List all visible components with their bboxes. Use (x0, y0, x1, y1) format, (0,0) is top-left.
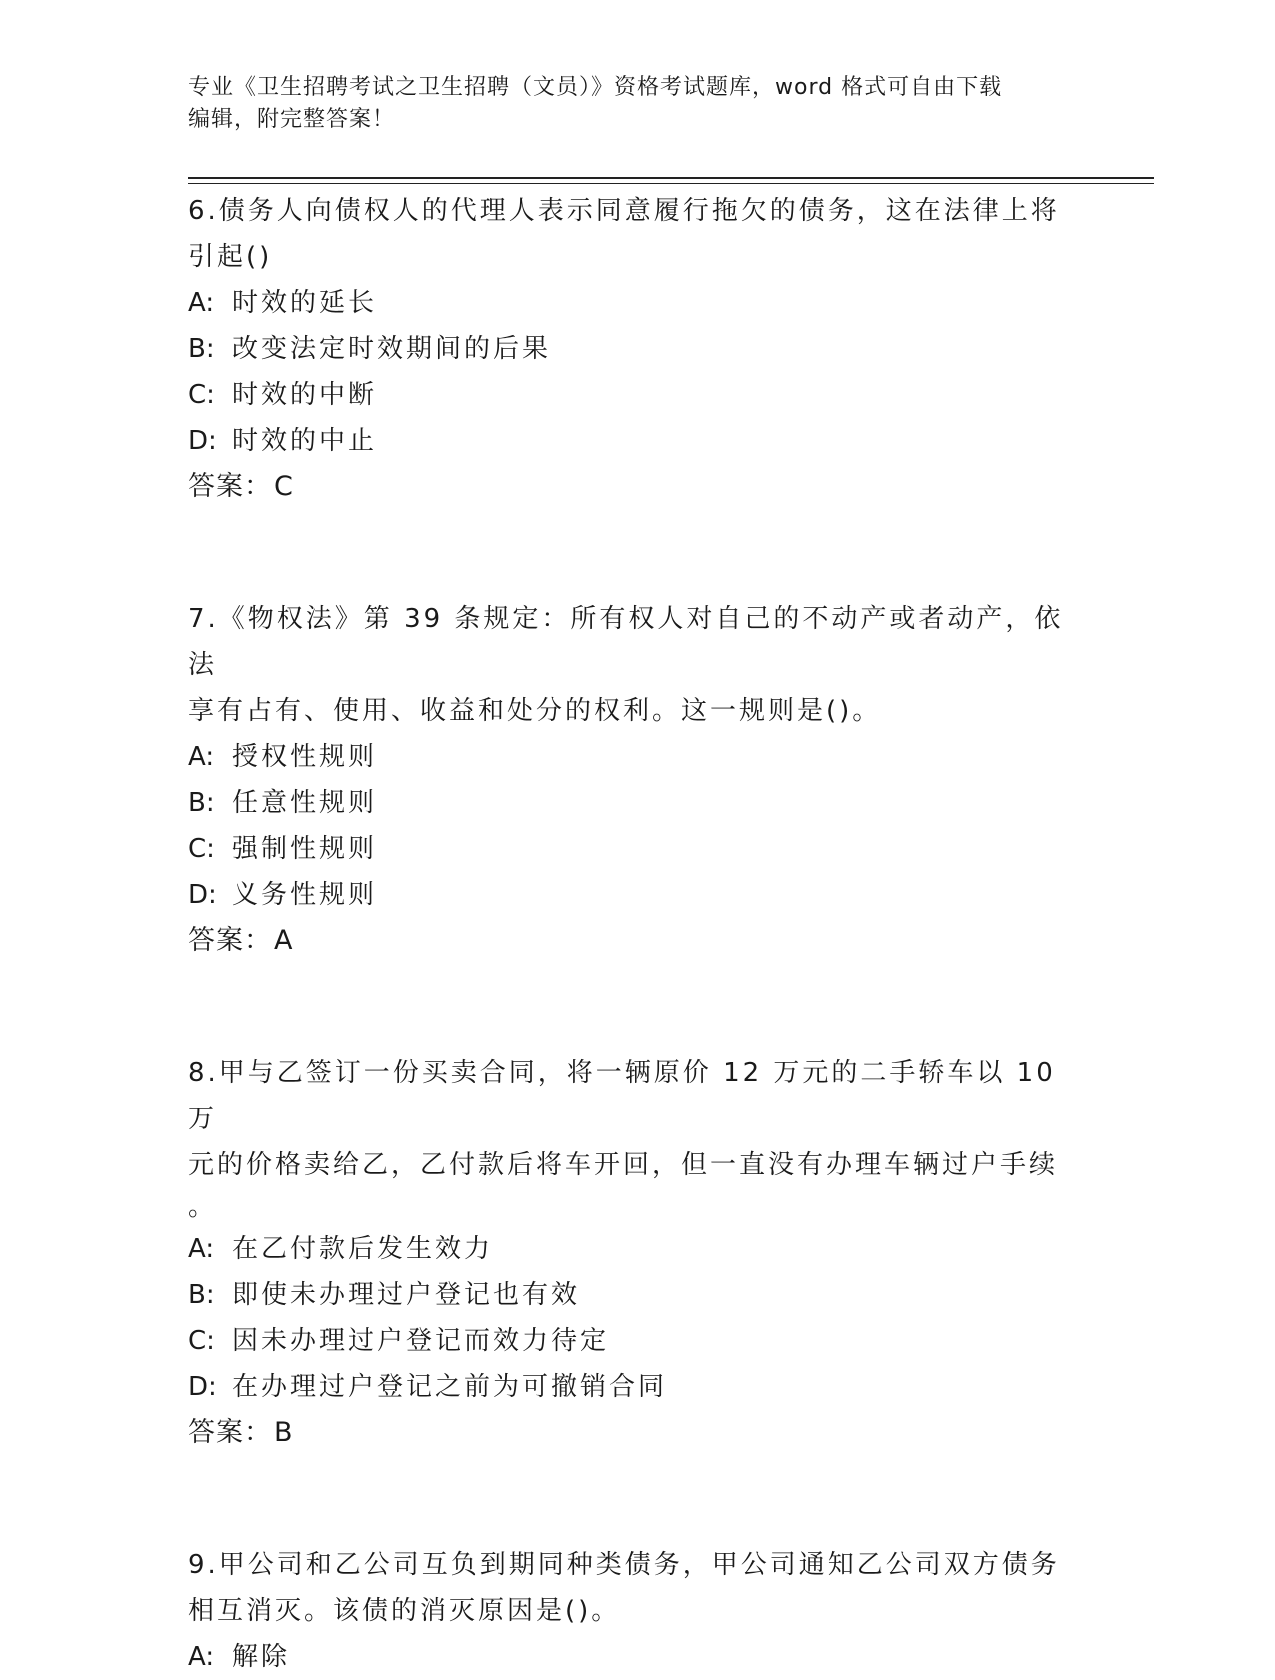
option-letter: A: (188, 1642, 215, 1672)
header-divider-thick (188, 177, 1154, 179)
option-letter: A: (188, 288, 215, 318)
answer-value: B (274, 1417, 294, 1448)
header-line-2: 编辑，附完整答案！ (188, 107, 396, 132)
option-text: 授权性规则 (232, 742, 378, 772)
header-divider-thin (188, 183, 1154, 184)
answer-line (188, 464, 1088, 510)
answer-label: 答案： (188, 1417, 272, 1448)
answer-value: A (274, 925, 294, 956)
option-c (188, 1318, 1088, 1364)
question-7 (188, 596, 1088, 964)
option-a (188, 734, 1088, 780)
option-b (188, 780, 1088, 826)
option-d (188, 872, 1088, 918)
option-letter: C: (188, 380, 215, 410)
header-line-1: 专业《卫生招聘考试之卫生招聘（文员）》资格考试题库，word 格式可自由下载 (188, 75, 1003, 100)
option-text: 改变法定时效期间的后果 (232, 334, 552, 364)
option-text: 在乙付款后发生效力 (232, 1234, 494, 1264)
option-c (188, 372, 1088, 418)
question-stem-line: 9.甲公司和乙公司互负到期同种类债务，甲公司通知乙公司双方债务 (188, 1550, 1060, 1580)
option-text: 义务性规则 (232, 880, 378, 910)
answer-value: C (274, 471, 294, 502)
question-stem-line: 8.甲与乙签订一份买卖合同，将一辆原价 12 万元的二手轿车以 10 万 (188, 1058, 1056, 1134)
answer-label: 答案： (188, 925, 272, 956)
option-d (188, 1364, 1088, 1410)
option-letter: A: (188, 1234, 215, 1264)
option-letter: D: (188, 1372, 217, 1402)
question-stem-line: 元的价格卖给乙，乙付款后将车开回，但一直没有办理车辆过户手续 (188, 1150, 1059, 1180)
question-stem-line: 相互消灭。该债的消灭原因是()。 (188, 1596, 621, 1626)
option-a (188, 1226, 1088, 1272)
answer-label: 答案： (188, 471, 272, 502)
option-b (188, 326, 1088, 372)
question-stem-line: 享有占有、使用、收益和处分的权利。这一规则是()。 (188, 696, 882, 726)
option-letter: B: (188, 334, 215, 364)
option-a (188, 280, 1088, 326)
option-text: 时效的中止 (232, 426, 378, 456)
answer-line (188, 1410, 1088, 1456)
option-letter: C: (188, 834, 215, 864)
option-a (188, 1634, 1088, 1680)
option-text: 即使未办理过户登记也有效 (232, 1280, 581, 1310)
question-8 (188, 1050, 1088, 1456)
question-stem-line: 7.《物权法》第 39 条规定：所有权人对自己的不动产或者动产，依法 (188, 604, 1064, 680)
option-b (188, 1272, 1088, 1318)
option-letter: A: (188, 742, 215, 772)
question-stem-line: 引起() (188, 242, 273, 272)
option-d (188, 418, 1088, 464)
option-text: 时效的中断 (232, 380, 378, 410)
option-text: 解除 (232, 1642, 291, 1672)
option-text: 时效的延长 (232, 288, 378, 318)
option-c (188, 826, 1088, 872)
document-header (188, 72, 1088, 136)
answer-line (188, 918, 1088, 964)
option-letter: B: (188, 788, 215, 818)
question-stem-line: 6.债务人向债权人的代理人表示同意履行拖欠的债务，这在法律上将 (188, 196, 1060, 226)
option-text: 任意性规则 (232, 788, 378, 818)
option-letter: B: (188, 1280, 215, 1310)
option-letter: D: (188, 426, 217, 456)
question-list (188, 188, 1088, 1680)
option-letter: D: (188, 880, 217, 910)
question-stem-line: 。 (188, 1192, 218, 1222)
option-text: 强制性规则 (232, 834, 378, 864)
option-text: 在办理过户登记之前为可撤销合同 (232, 1372, 668, 1402)
question-9 (188, 1542, 1088, 1680)
option-text: 因未办理过户登记而效力待定 (232, 1326, 610, 1356)
option-letter: C: (188, 1326, 215, 1356)
question-6 (188, 188, 1088, 510)
